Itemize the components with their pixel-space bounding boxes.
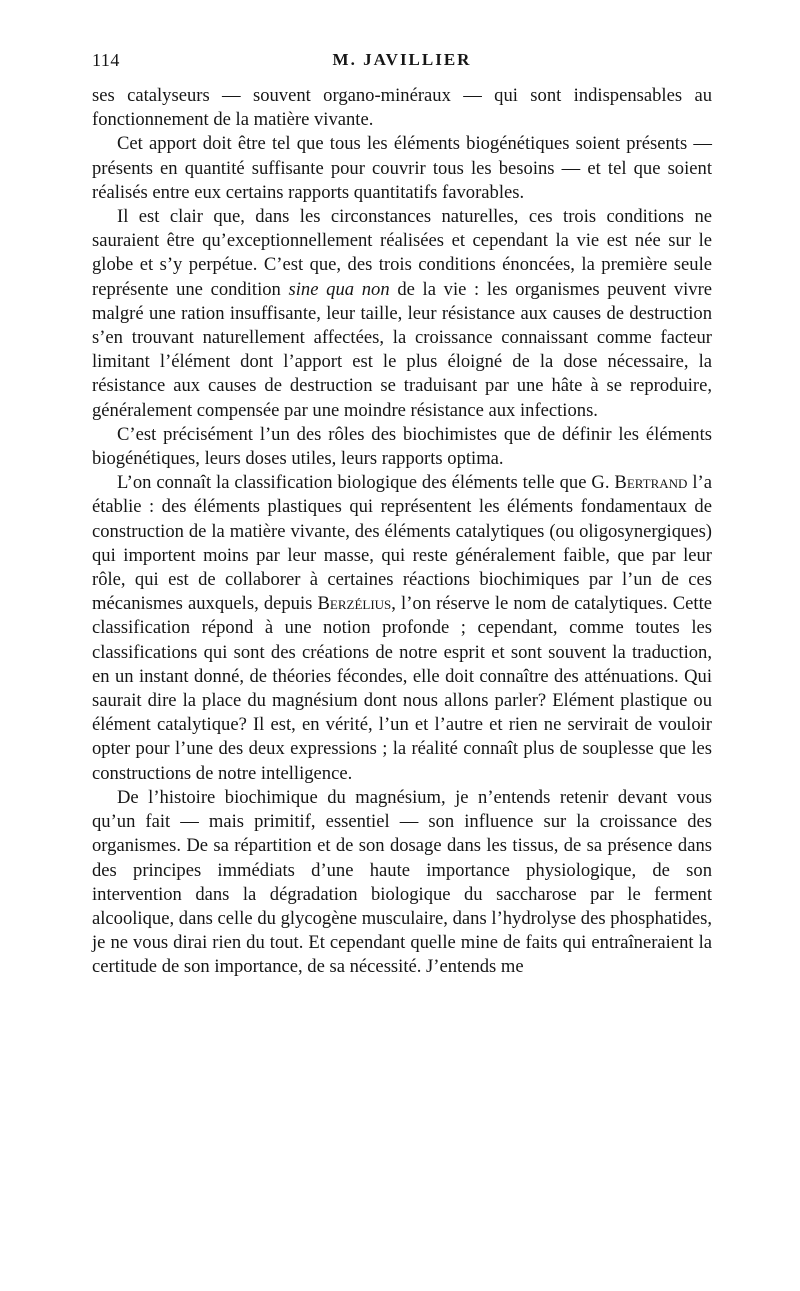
author-name: Berzélius xyxy=(317,593,392,615)
text-segment: , l’on réserve le nom de catalytiques. Cette classification répond à une notion profonde ; cependant, comme toutes les classifications qui sont des créations de notre esprit et sont souvent la traduction, en un instant donné, de théories fécondes, elle doit connaître des atténuations. Qui saurait dire la place du magnésium dont nous allons parler? Elément plastique ou élément catalytique? Il est, en vérité, l’un et l’autre et rien ne servirait de vouloir opter pour l’une des deux expressions ; la réalité connaît plus de souplesse que les constructions de notre intelligence. xyxy=(92,593,713,784)
italic-phrase: sine qua non xyxy=(288,278,390,300)
paragraph-1 xyxy=(92,84,712,132)
text-segment: De l’histoire biochimique du magnésium, je n’entends retenir devant vous qu’un fait — mais primitif, essentiel — son influence sur la croissance des organismes. De sa répartition et de son dosage dans les tissus, de sa présence dans des principes immédiats d’une haute importance physiologique, de son intervention dans la dégradation biologique du saccharose par le ferment alcoolique, dans celle du glycogène musculaire, dans l’hydrolyse des phosphatides, je ne vous dirai rien du tout. Et cependant quelle mine de faits qui entraîneraient la certitude de son importance, de sa nécessité. J’entends me xyxy=(92,786,712,978)
text-segment: L’on connaît la classification biologique des éléments telle que G. xyxy=(117,472,615,494)
author-name: Bertrand xyxy=(614,472,688,494)
text-segment: Il est clair que, dans les circonstances naturelles, ces trois conditions ne sauraient être qu’exceptionnellement réalisées et cependant la vie est née sur le globe et s’y perpétue. C’est que, des trois conditions énoncées, la première seule représente une condition xyxy=(92,206,712,300)
running-head xyxy=(92,50,712,76)
paragraph-6 xyxy=(92,786,712,980)
text-segment: ses catalyseurs — souvent organo-minéraux — qui sont indispensables au fonctionnement de la matière vivante. xyxy=(92,85,712,131)
paragraph-5 xyxy=(92,471,712,786)
text-segment: l’a établie : des éléments plastiques qui représentent les éléments fondamentaux de construction de la matière vivante, des éléments catalytiques (ou oligosynergiques) qui importent moins par leur masse, qui reste généralement faible, que par leur rôle, qui est de collaborer à certaines réactions biochimiques par l’un de ces mécanismes auxquels, depuis xyxy=(92,472,712,615)
text-segment: C’est précisément l’un des rôles des biochimistes que de définir les éléments biogénétiques, leurs doses utiles, leurs rapports optima. xyxy=(92,423,712,470)
text-segment: Cet apport doit être tel que tous les éléments biogénétiques soient présents — présents en quantité suffisante pour couvrir tous les besoins — et tel que soient réalisés entre eux certains rapports quantitatifs favorables. xyxy=(92,133,712,203)
running-head-author: M. JAVILLIER xyxy=(332,50,472,69)
page-number: 114 xyxy=(92,50,120,70)
paragraph-3 xyxy=(92,205,712,423)
book-page xyxy=(92,50,712,980)
paragraph-4 xyxy=(92,423,712,471)
body-text xyxy=(92,84,712,980)
text-segment: de la vie : les organismes peuvent vivre malgré une ration insuffisante, leur taille, leur résistance aux causes de destruction s’en trouvant naturellement affectées, la croissance connaissant comme facteur limitant l’élément dont l’apport est le plus éloigné de la dose nécessaire, la résistance aux causes de destruction se traduisant par une hâte à se reproduire, généralement compensée par une moindre résistance aux infections. xyxy=(92,278,713,421)
paragraph-2 xyxy=(92,132,712,205)
